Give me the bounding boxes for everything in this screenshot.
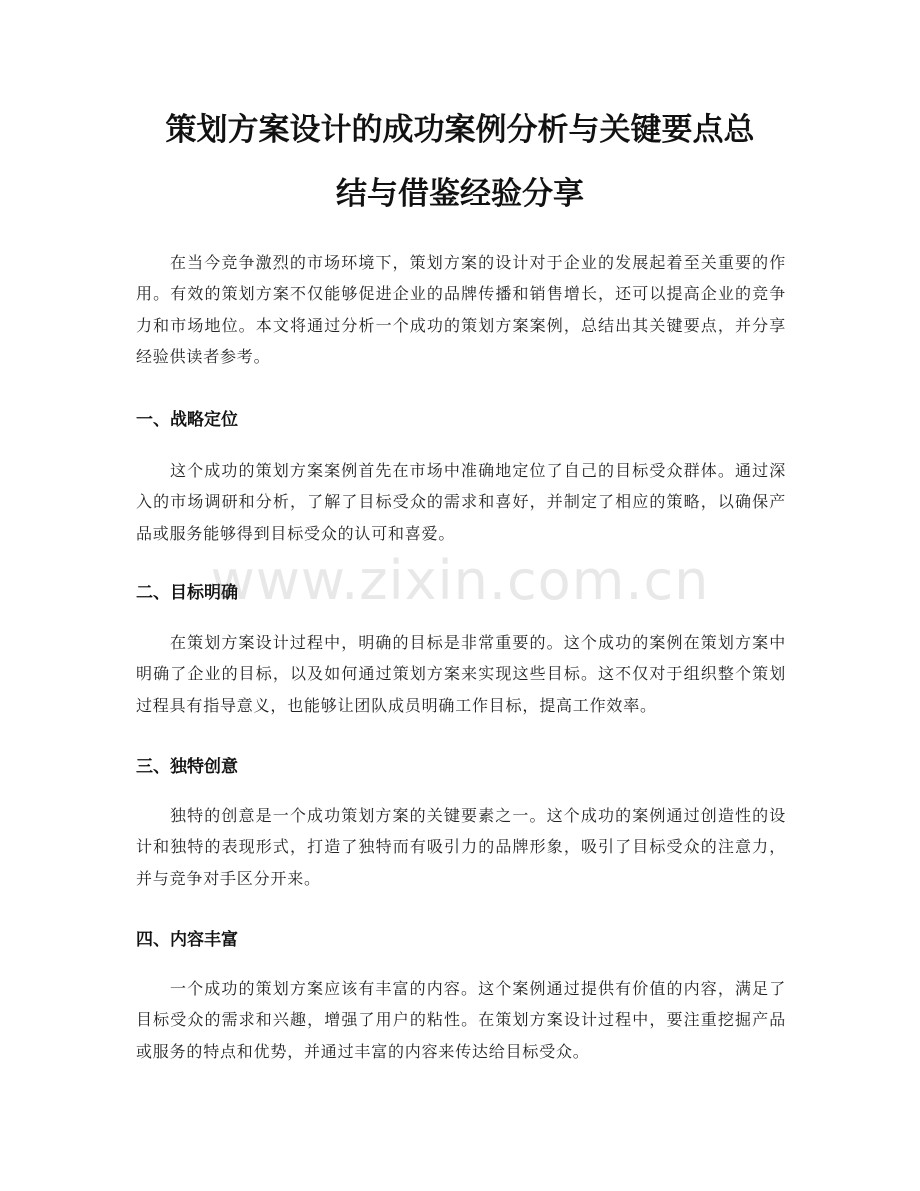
section-heading-goals: 二、目标明确: [136, 583, 238, 603]
document-title-line-2: 结与借鉴经验分享: [336, 176, 584, 212]
document-title-line-1: 策划方案设计的成功案例分析与关键要点总: [165, 112, 755, 148]
section-body-content: 一个成功的策划方案应该有丰富的内容。这个案例通过提供有价值的内容，满足了目标受众的需求和兴趣，增强了用户的粘性。在策划方案设计过程中，要注重挖掘产品或服务的特点和优势，并通过丰富的内容来传达给目标受众。: [136, 979, 786, 1061]
section-heading-creativity: 三、独特创意: [136, 757, 238, 777]
section-heading-content: 四、内容丰富: [136, 930, 238, 950]
watermark: www.zixin.com.cn: [210, 549, 710, 612]
intro-paragraph: 在当今竞争激烈的市场环境下，策划方案的设计对于企业的发展起着至关重要的作用。有效的策划方案不仅能够促进企业的品牌传播和销售增长，还可以提高企业的竞争力和市场地位。本文将通过分析一个成功的策划方案案例，总结出其关键要点，并分享经验供读者参考。: [136, 253, 786, 367]
section-heading-strategy: 一、战略定位: [136, 410, 238, 430]
section-body-strategy: 这个成功的策划方案案例首先在市场中准确地定位了自己的目标受众群体。通过深入的市场调研和分析，了解了目标受众的需求和喜好，并制定了相应的策略，以确保产品或服务能够得到目标受众的认可和喜爱。: [136, 461, 786, 543]
section-body-creativity: 独特的创意是一个成功策划方案的关键要素之一。这个成功的案例通过创造性的设计和独特的表现形式，打造了独特而有吸引力的品牌形象，吸引了目标受众的注意力，并与竞争对手区分开来。: [136, 806, 786, 888]
section-body-goals: 在策划方案设计过程中，明确的目标是非常重要的。这个成功的案例在策划方案中明确了企业的目标，以及如何通过策划方案来实现这些目标。这不仅对于组织整个策划过程具有指导意义，也能够让团队成员明确工作目标，提高工作效率。: [136, 633, 786, 715]
